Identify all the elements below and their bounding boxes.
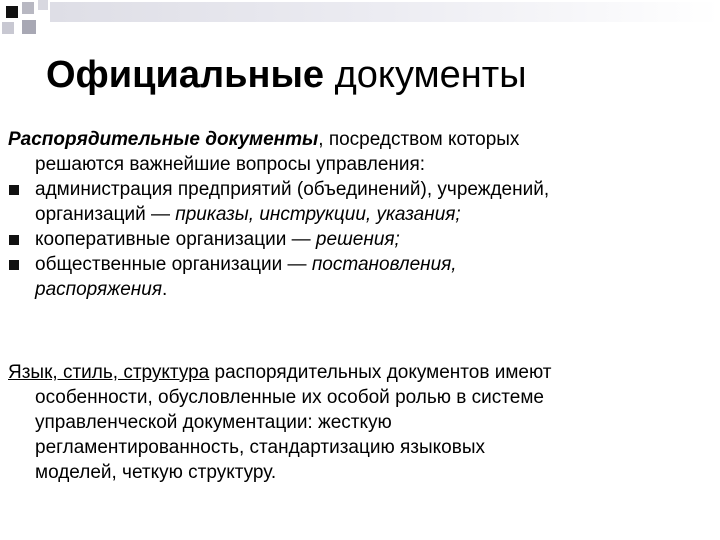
list-item-italic: постановления, (311, 254, 457, 275)
closing-line-5: моделей, четкую структуру. (35, 462, 277, 483)
closing-line-2: особенности, обусловленные их особой ролью в системе (35, 387, 544, 408)
list-item-text: . (161, 279, 168, 300)
slide-title (46, 52, 527, 98)
corner-square-grey (2, 22, 14, 34)
list-item-italic: распоряжения (35, 279, 162, 300)
closing-text: распорядительных документов имеют (209, 362, 552, 383)
title-rest: документы (324, 54, 527, 96)
list-item (8, 227, 712, 252)
intro-line-2: решаются важнейшие вопросы управления: (35, 154, 426, 175)
closing-paragraph (8, 360, 712, 485)
list-item-text: общественные организации — (35, 254, 312, 275)
intro-text: , посредством которых (318, 129, 520, 150)
closing-underlined-term: Язык, стиль, структура (8, 362, 210, 383)
closing-line-4: регламентированность, стандартизацию языковых (35, 437, 485, 458)
corner-square-grey (22, 2, 34, 14)
title-bold: Официальные (46, 54, 325, 96)
corner-square-grey (38, 0, 48, 10)
list-item-italic: приказы, инструкции, указания; (175, 204, 461, 225)
corner-square-black (6, 6, 18, 18)
top-gradient-band (50, 2, 720, 22)
closing-line-3: управленческой документации: жесткую (35, 412, 392, 433)
intro-line-1 (8, 127, 712, 152)
list-item-text: организаций — (35, 204, 176, 225)
square-bullet-icon (9, 260, 19, 270)
square-bullet-icon (9, 235, 19, 245)
square-bullet-icon (9, 185, 19, 195)
intro-paragraph (8, 127, 712, 302)
list-item-continuation (8, 277, 712, 302)
intro-term: Распорядительные документы (8, 129, 319, 150)
list-item (8, 252, 712, 277)
list-item-continuation (8, 202, 712, 227)
closing-line-1 (8, 360, 712, 385)
list-item (8, 177, 712, 202)
list-item-text: администрация предприятий (объединений), учреждений, (35, 179, 550, 200)
list-item-text: кооперативные организации — (35, 229, 316, 250)
list-item-italic: решения; (315, 229, 400, 250)
corner-square-grey (22, 20, 36, 34)
